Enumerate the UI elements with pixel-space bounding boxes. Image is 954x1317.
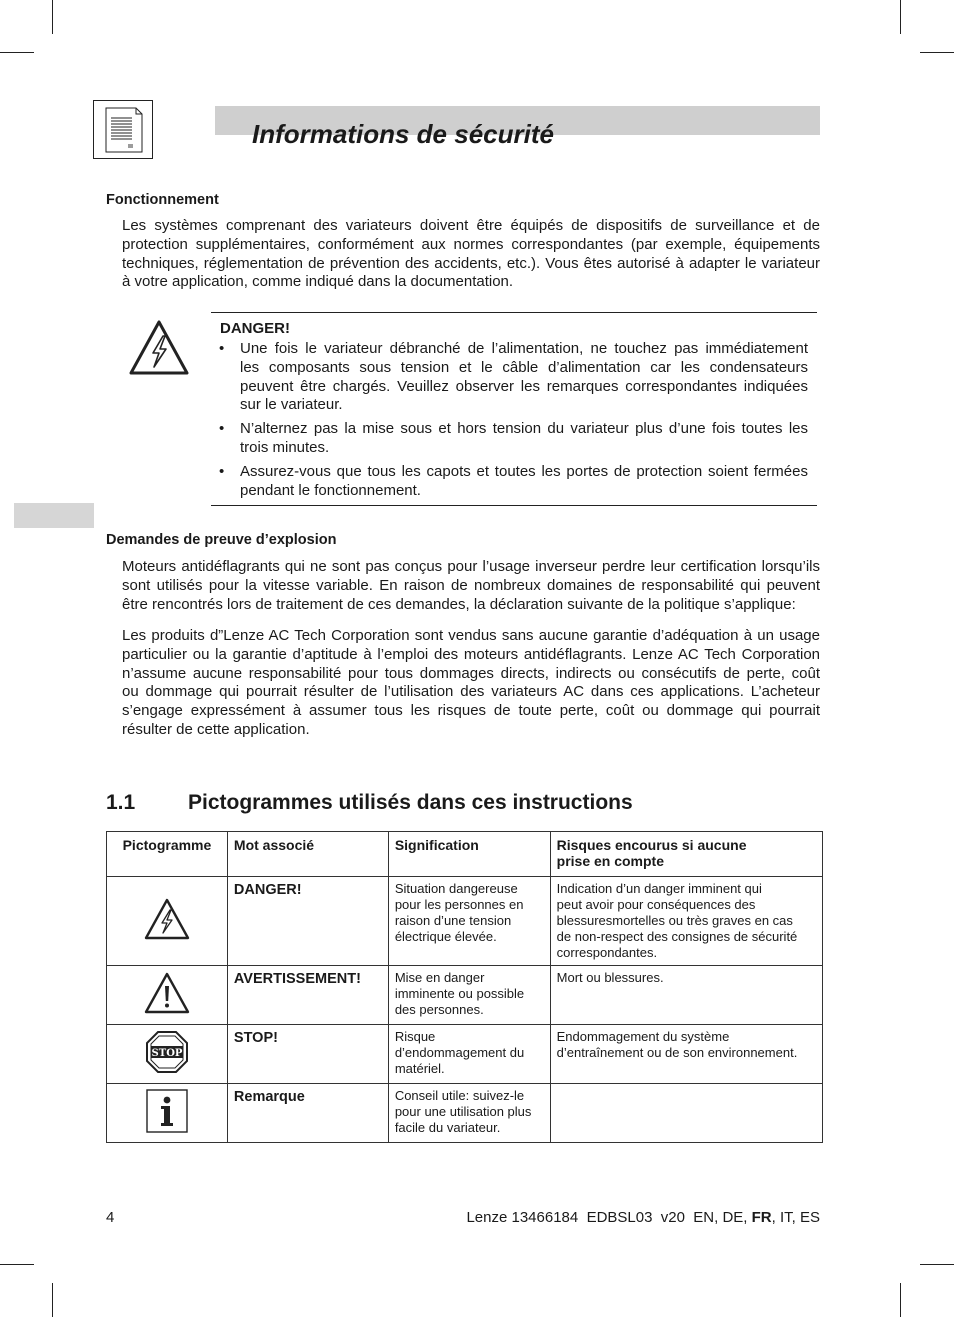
language-side-tab — [14, 503, 94, 528]
high-voltage-warning-icon — [144, 898, 190, 940]
meaning-cell: Situation dangereuse pour les personnes en raison d’une tension électrique élevée. — [388, 877, 550, 966]
crop-mark — [920, 52, 954, 53]
exclamation-warning-icon — [144, 972, 190, 1014]
paragraph-line: techniques, réglementation de prévention des accidents, etc.). Vous êtes autorisé à adapter le variateur — [122, 254, 820, 272]
crop-mark — [920, 1264, 954, 1265]
bullet-line: pendant le fonctionnement. — [240, 481, 421, 499]
stop-sign-icon — [145, 1030, 189, 1074]
paragraph-line: sont utilisés pour la vitesse variable. En raison de nombreux domaines de responsabilité qui peuvent — [122, 576, 820, 594]
risk-cell: Indication d’un danger imminent qui peut avoir pour conséquences des blessuresmortelles ou très graves en cas de non-respect des consignes de sécurité correspondantes. — [550, 877, 822, 966]
paragraph-line: Les produits d”Lenze AC Tech Corporation sont vendus sans aucune garantie d’adéquation à un usage — [122, 627, 820, 644]
bullet-marker: • — [219, 340, 225, 357]
bullet-line: les composants sous tension et le câble d’alimentation car les condensateurs — [240, 358, 808, 376]
paragraph-line: s’engage expressément à assumer tous les risques de toute perte, coût ou dommage qui pourrait — [122, 702, 820, 720]
danger-bullet-list — [211, 340, 811, 505]
pictogram-table — [106, 831, 823, 1143]
crop-mark — [900, 0, 901, 34]
bullet-marker: • — [219, 463, 225, 480]
crop-mark — [0, 1264, 34, 1265]
paragraph-line: Moteurs antidéflagrants qui ne sont pas conçus pour l’usage inverseur perdre leur certification lorsqu’ils — [122, 558, 820, 575]
header-pictogram: Pictogramme — [107, 832, 228, 877]
header-term: Mot associé — [227, 832, 388, 877]
paragraph-line: particulier ou la garantie d’aptitude à l’emploi des moteurs antidéflagrants. Lenze AC Tech Corporation — [122, 645, 820, 663]
term-cell: STOP! — [227, 1025, 388, 1084]
table-row — [107, 1025, 823, 1084]
paragraph-line: résulter de cette application. — [122, 720, 310, 738]
explosion-paragraph-2 — [122, 627, 820, 740]
pictogram-cell — [107, 877, 228, 966]
table-row — [107, 1084, 823, 1143]
bullet-line: sur le variateur. — [240, 396, 343, 414]
section-heading — [106, 791, 633, 815]
paragraph-line: à votre application, comme indiqué dans la documentation. — [122, 273, 514, 291]
explosion-heading: Demandes de preuve d’explosion — [106, 532, 337, 548]
danger-title: DANGER! — [220, 320, 290, 337]
pictogram-cell — [107, 966, 228, 1025]
bullet-line: peuvent être chargés. Veuillez observer les remarques correspondantes indiquées — [240, 377, 808, 395]
crop-mark — [52, 0, 53, 34]
paragraph-line: Les systèmes comprenant des variateurs doivent être équipés de dispositifs de surveillance et de — [122, 217, 820, 234]
danger-bottom-rule — [211, 505, 817, 506]
document-icon — [94, 101, 152, 158]
bullet-line: trois minutes. — [240, 438, 330, 456]
document-reference: Lenze 13466184 EDBSL03 v20 EN, DE, FR, IT, ES — [466, 1209, 820, 1226]
pictogram-cell — [107, 1025, 228, 1084]
table-header-row — [107, 832, 823, 877]
header-meaning: Signification — [388, 832, 550, 877]
page-title: Informations de sécurité — [252, 119, 554, 149]
info-icon — [146, 1089, 188, 1133]
term-cell: AVERTISSEMENT! — [227, 966, 388, 1025]
fonctionnement-paragraph — [122, 217, 820, 292]
bullet-line: Une fois le variateur débranché de l’alimentation, ne touchez pas immédiatement — [240, 340, 808, 357]
bullet-line: Assurez-vous que tous les capots et toutes les portes de protection soient fermées — [240, 463, 808, 480]
bullet-marker: • — [219, 420, 225, 437]
paragraph-line: être rencontrés lors de traitement de ces demandes, la déclaration suivante de la politique s’applique: — [122, 595, 796, 613]
paragraph-line: n’assume aucune responsabilité pour tous dommages directs, indirects ou consécutifs de perte, coût — [122, 664, 820, 682]
fonctionnement-heading: Fonctionnement — [106, 192, 219, 208]
header-risk: Risques encourus si aucune prise en compte — [550, 832, 822, 877]
danger-top-rule — [211, 312, 817, 313]
risk-cell: Endommagement du système d’entraînement ou de son environnement. — [550, 1025, 822, 1084]
risk-cell — [550, 1084, 822, 1143]
meaning-cell: Conseil utile: suivez-le pour une utilisation plus facile du variateur. — [388, 1084, 550, 1143]
risk-cell: Mort ou blessures. — [550, 966, 822, 1025]
term-cell: DANGER! — [227, 877, 388, 966]
term-cell: Remarque — [227, 1084, 388, 1143]
page-number: 4 — [106, 1209, 115, 1226]
crop-mark — [0, 52, 34, 53]
bullet-line: N’alternez pas la mise sous et hors tension du variateur plus d’une fois toutes les — [240, 420, 808, 437]
section-number: 1.1 — [106, 791, 136, 814]
high-voltage-warning-icon — [128, 319, 190, 376]
paragraph-line: protection supplémentaires, conformément aux normes correspondantes (par exemple, équipements — [122, 235, 820, 253]
meaning-cell: Risque d’endommagement du matériel. — [388, 1025, 550, 1084]
crop-mark — [52, 1283, 53, 1317]
explosion-paragraph-1 — [122, 558, 820, 614]
pictogram-cell — [107, 1084, 228, 1143]
section-title: Pictogrammes utilisés dans ces instructions — [188, 791, 633, 814]
table-row — [107, 966, 823, 1025]
paragraph-line: ou dommage qui pourrait résulter de l’utilisation des variateurs AC dans ces applications. L’acheteur — [122, 683, 820, 701]
meaning-cell: Mise en danger imminente ou possible des personnes. — [388, 966, 550, 1025]
crop-mark — [900, 1283, 901, 1317]
table-row — [107, 877, 823, 966]
stop-sign-label: STOP — [151, 1048, 183, 1059]
document-icon-box — [93, 100, 153, 159]
